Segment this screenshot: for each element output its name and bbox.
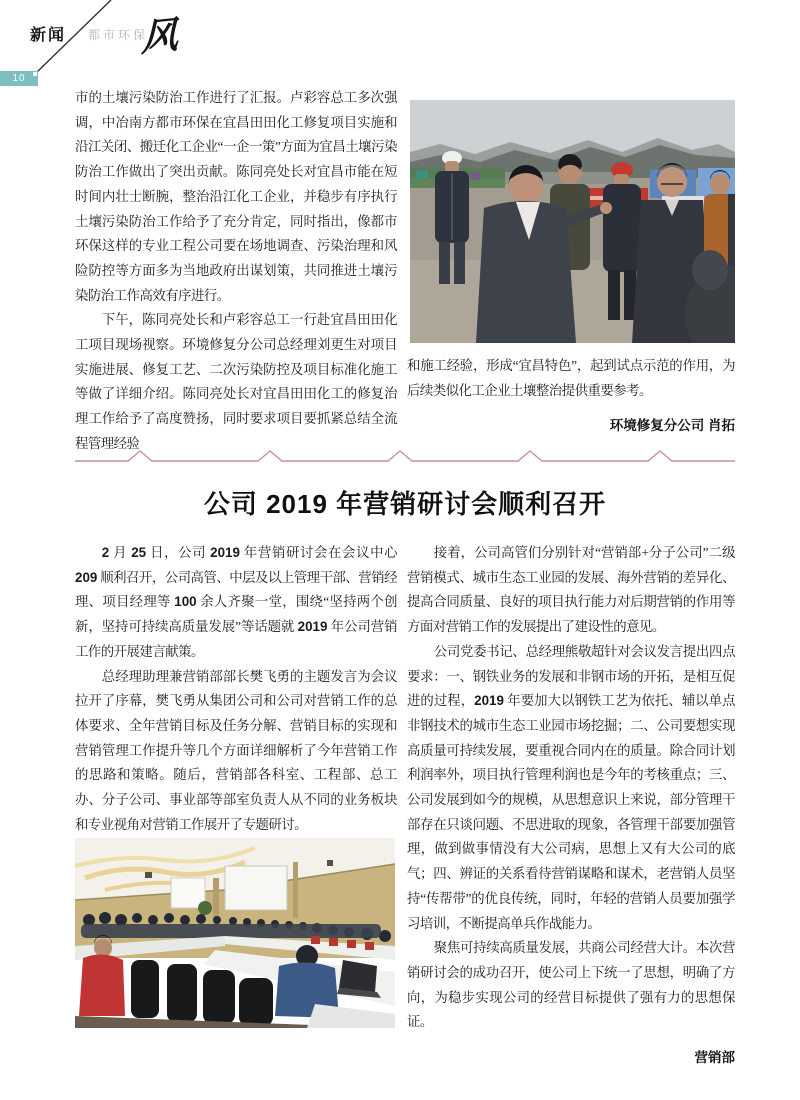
pulse-divider (75, 449, 735, 465)
article2-right-column (407, 541, 735, 1066)
article1-byline: 环境修复分公司 肖拓 (609, 418, 735, 434)
article1-left-column (75, 86, 397, 457)
article2-headline: 公司 2019 年营销研讨会顺利召开 (203, 489, 607, 519)
meeting-room-photo (75, 838, 395, 1028)
section-label: 新闻 (30, 27, 67, 44)
page-number-box (0, 71, 38, 86)
article2-byline: 营销部 (694, 1050, 735, 1066)
article2-paragraph: 聚焦可持续高质量发展，共商公司经营大计。本次营销研讨会的成功召开，使公司上下统一了思想，明确了方向，为稳步实现公司的经营目标提供了强有力的思想保证。 (407, 940, 735, 1030)
article1-paragraph: 下午，陈同亮处长和卢彩容总工一行赴宜昌田田化工项目现场视察。环境修复分公司总经理刘更生对项目实施进展、修复工艺、二次污染防控及项目标准化施工等做了详细介绍。陈同亮处长对宜昌田田化工的修复治理工作给予了高度赞扬，同时要求项目要抓紧总结全流程管理经验 (75, 312, 397, 451)
article1-paragraph: 市的土壤污染防治工作进行了汇报。卢彩容总工多次强调，中冶南方都市环保在宜昌田田化工修复项目实施和沿江关闭、搬迁化工企业“一企一策”方面为宜昌土壤污染防治工作做出了突出贡献。陈同亮处长对宜昌市能在短时间内壮士断腕，整治沿江化工企业，并稳步有序执行土壤污染防治工作给予了充分肯定，同时指出，像都市环保这样的专业工程公司要在场地调查、污染治理和风险防控等方面多为当地政府出谋划策，共同推进土壤污染防治工作高效有序进行。 (75, 90, 397, 303)
page-number: 10 (12, 73, 26, 84)
publication-name: 都市环保 (88, 28, 149, 42)
construction-site-photo (410, 100, 735, 343)
page-number-notch (33, 72, 37, 76)
article2-left-column (75, 541, 397, 837)
article2-paragraph: 2 月 25 日，公司 2019 年营销研讨会在会议中心 209 顺利召开，公司高管、中层及以上管理干部、营销经理、项目经理等 100 余人齐聚一堂，围绕“坚持两个创新，坚持可持续高质量发展”等话题就 2019 年公司营销工作的开展建言献策。 (75, 545, 397, 659)
publication-logo-glyph: 风 (141, 14, 178, 61)
article2-paragraph: 总经理助理兼营销部部长樊飞勇的主题发言为会议拉开了序幕，樊飞勇从集团公司和公司对营销工作的总体要求、全年营销目标及任务分解、营销目标的实现和营销管理工作提升等几个方面详细解析了今年营销工作的思路和策略。随后，营销部各科室、工程部、总工办、分子公司、事业部等部室负责人从不同的业务板块和专业视角对营销工作展开了专题研讨。 (75, 668, 397, 832)
article1-paragraph: 和施工经验，形成“宜昌特色”，起到试点示范的作用，为后续类似化工企业土壤整治提供重要参考。 (407, 358, 735, 398)
article2-paragraph: 接着，公司高管们分别针对“营销部+分子公司”二级营销模式、城市生态工业园的发展、海外营销的差异化、提高合同质量、良好的项目执行能力对后期营销的作用等方面对营销工作的发展提出了建设性的意见。 (407, 545, 735, 635)
article2-paragraph: 公司党委书记、总经理熊敬超针对会议发言提出四点要求：一、钢铁业务的发展和非钢市场的开拓，是相互促进的过程，2019 年要加大以钢铁工艺为依托、辅以单点非钢技术的城市生态工业园市场挖掘；二、公司要想实现高质量可持续发展，要重视合同内在的质量。除合同计划利润率外，项目执行管理利润也是今年的考核重点；三、公司发展到如今的规模，从思想意识上来说，部分管理干部存在只谈问题、不思进取的现象，各管理干部要加强管理，做到做事情没有大公司病，思想上又有大公司的底气；四、辨证的关系看待营销谋略和谋术，老营销人员坚持“传帮带”的优良传统，同时，年轻的营销人员要加强学习培训，不断提高单兵作战能力。 (407, 643, 735, 931)
article1-right-column (407, 354, 735, 434)
